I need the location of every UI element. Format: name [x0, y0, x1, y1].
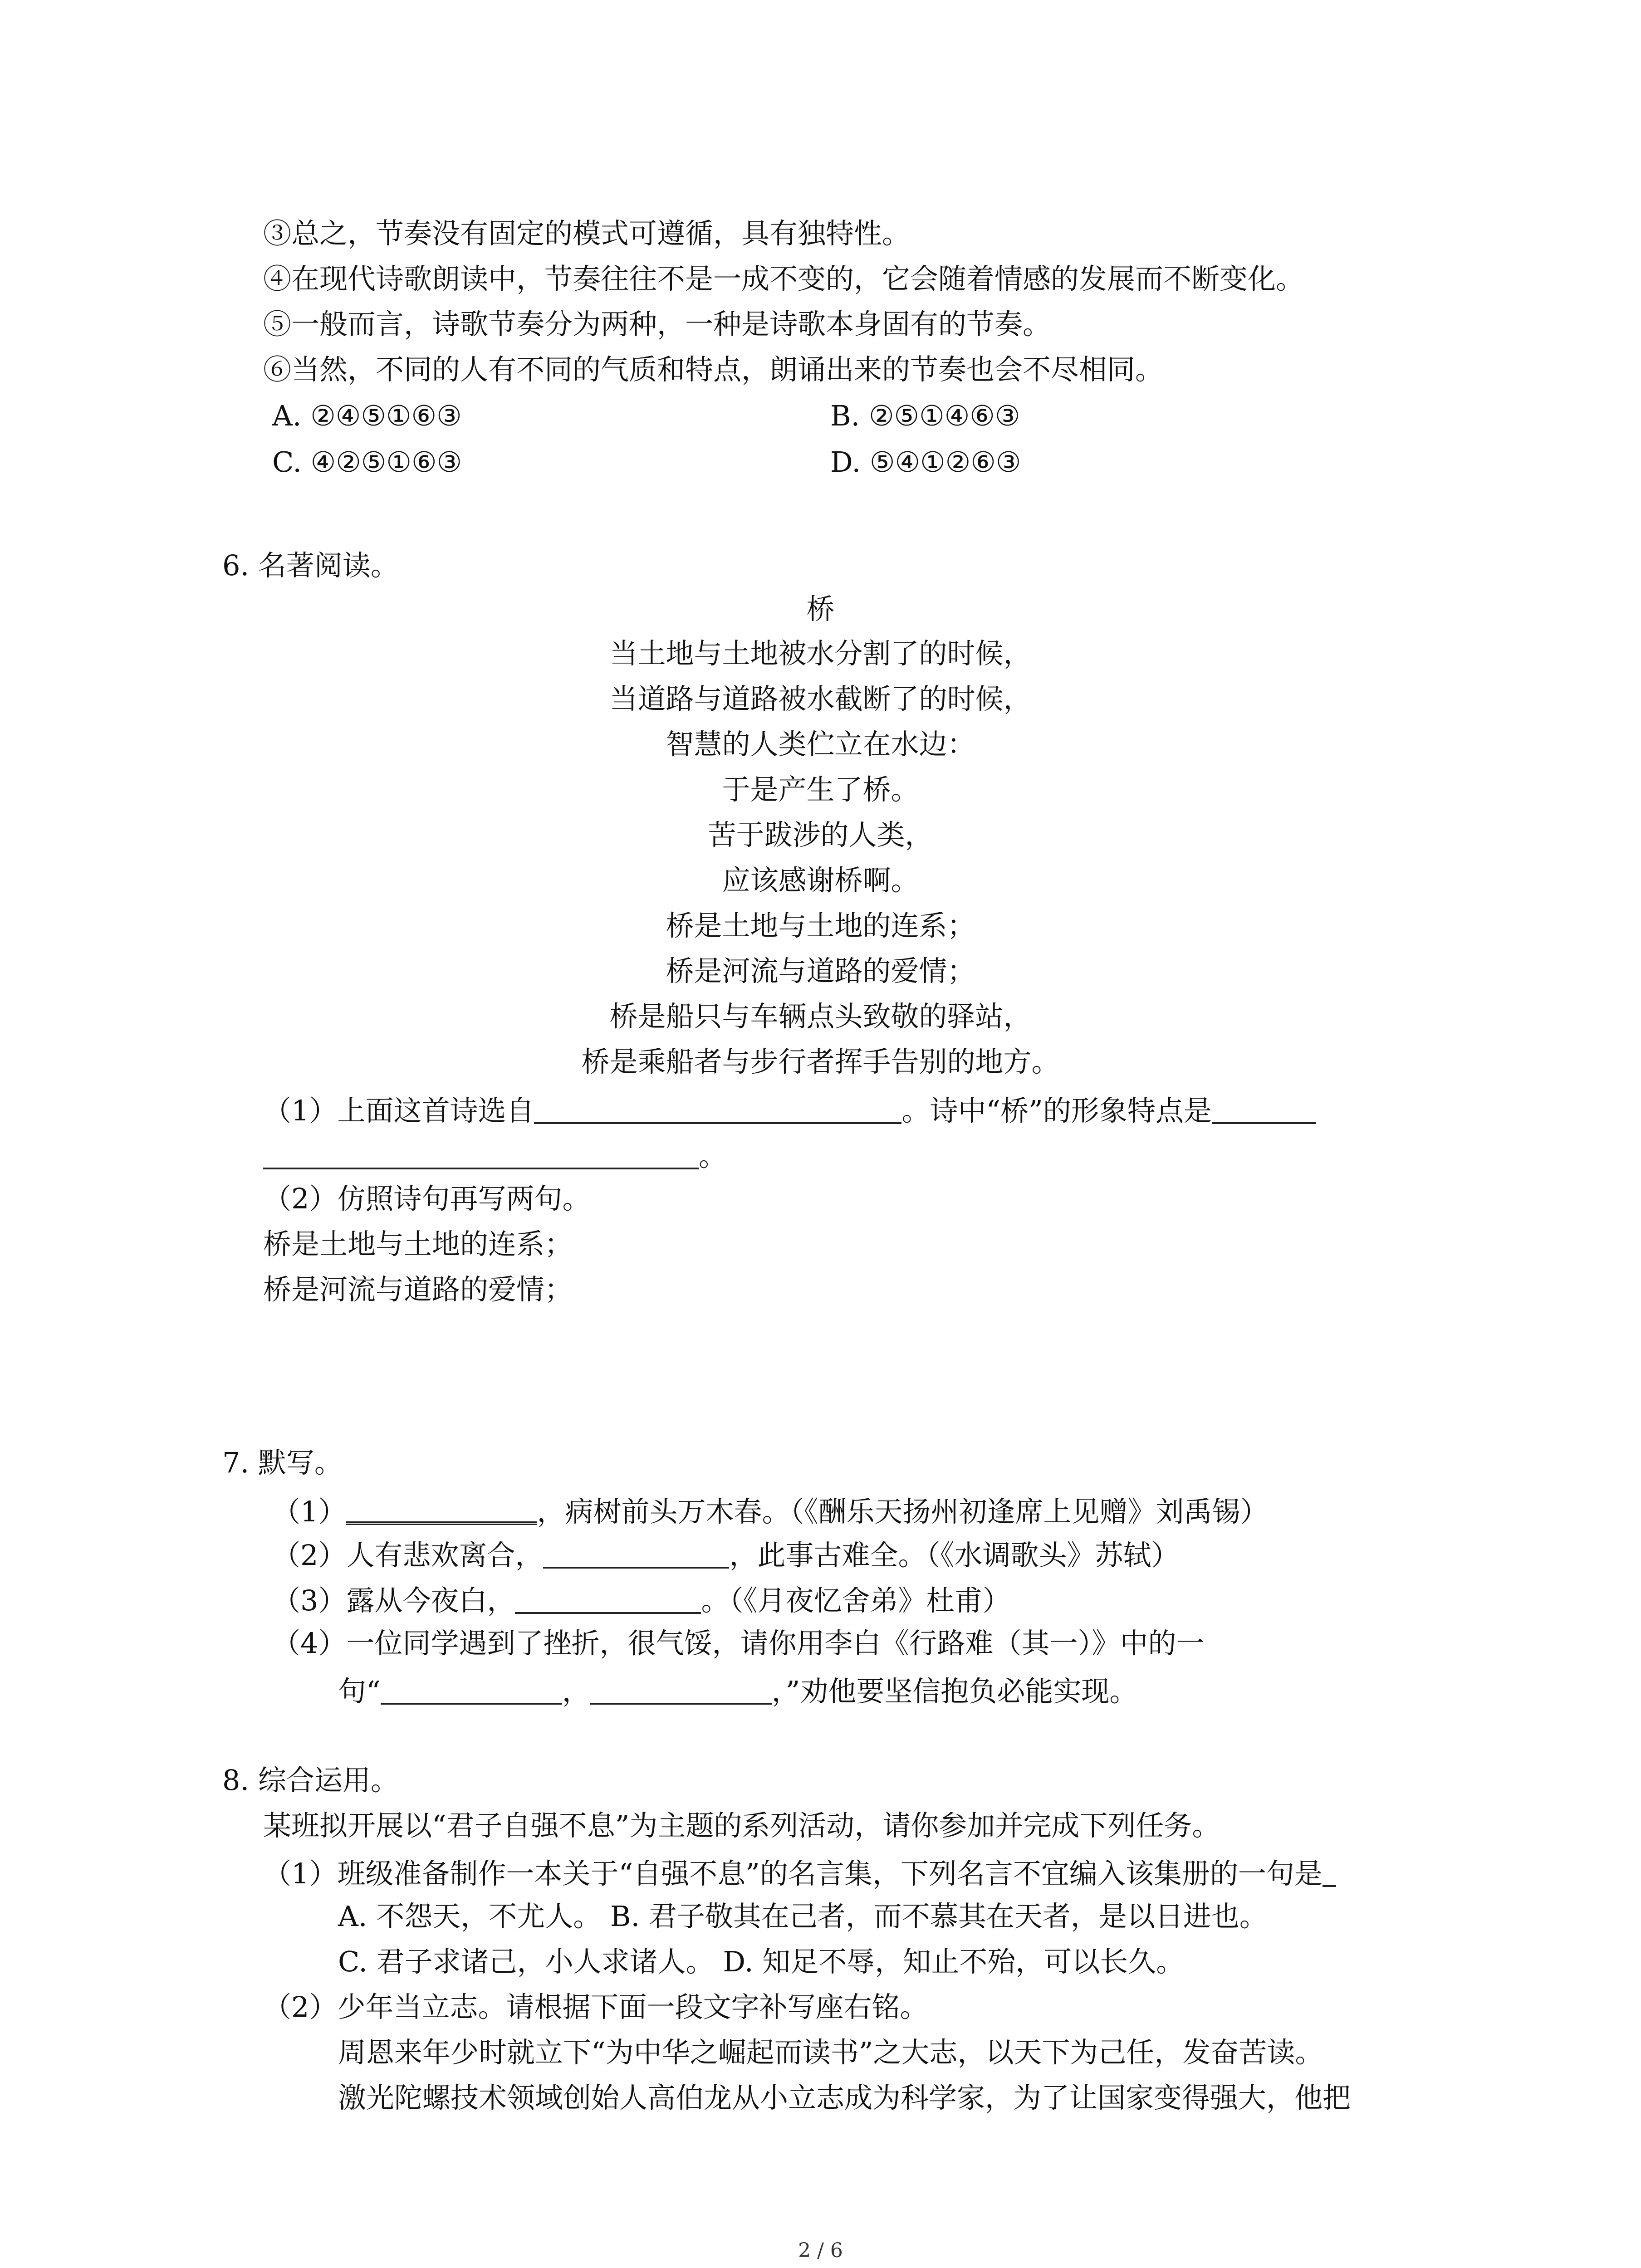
item-text: （2）人有悲欢离合，: [272, 1539, 544, 1572]
item-text: ，: [562, 1675, 590, 1708]
q8-part2-text-1: 周恩来年少时就立下“为中华之崛起而读书”之大志，以天下为己任，发奋苦读。: [338, 2036, 1323, 2069]
q8-part2-text-2: 激光陀螺技术领域创始人高伯龙从小立志成为科学家，为了让国家变得强大，他把: [338, 2081, 1351, 2114]
q5-sentence-5: ⑤一般而言，诗歌节奏分为两种，一种是诗歌本身固有的节奏。: [263, 308, 1051, 341]
answer-blank-image-trait[interactable]: [1212, 1094, 1316, 1124]
poem-line: 于是产生了桥。: [722, 773, 919, 806]
q5-option-b: B. ②⑤①④⑥③: [830, 399, 1020, 432]
poem-line: 桥是土地与土地的连系；: [666, 909, 975, 942]
q6-part1-prompt: （1）上面这首诗选自: [263, 1094, 534, 1127]
q5-option-a: A. ②④⑤①⑥③: [272, 399, 462, 432]
item-text: ，病树前头万木春。（《酬乐天扬州初逢席上见赠》刘禹锡）: [537, 1495, 1269, 1528]
q6-heading: 6. 名著阅读。: [222, 549, 399, 582]
q6-part2-line-1: 桥是土地与土地的连系；: [263, 1227, 573, 1261]
q5-sentence-4: ④在现代诗歌朗读中，节奏往往不是一成不变的，它会随着情感的发展而不断变化。: [263, 262, 1304, 295]
answer-blank-q7-4b[interactable]: [590, 1675, 772, 1705]
q7-item-2: [272, 1539, 1180, 1572]
item-number: （1）: [272, 1495, 347, 1528]
answer-blank-q7-1[interactable]: [346, 1493, 537, 1525]
item-text: ，”劝他要坚信抱负必能实现。: [771, 1675, 1138, 1708]
poem-line: 智慧的人类伫立在水边：: [666, 728, 975, 761]
q6-part2-line-2: 桥是河流与道路的爱情；: [263, 1273, 573, 1306]
q6-part2-prompt: （2）仿照诗句再写两句。: [263, 1182, 591, 1215]
poem-line: 桥是船只与车辆点头致敬的驿站，: [609, 1000, 1032, 1033]
poem-line: 苦于跋涉的人类，: [708, 818, 933, 851]
item-text: ，此事古难全。（《水调歌头》苏轼）: [729, 1539, 1180, 1572]
answer-blank-q7-4a[interactable]: [381, 1675, 562, 1705]
q6-part1-line: [263, 1094, 1316, 1125]
q8-intro: 某班拟开展以“君子自强不息”为主题的系列活动，请你参加并完成下列任务。: [263, 1809, 1220, 1842]
q7-item-1: [272, 1493, 1268, 1526]
q8-options-ab: A. 不怨天，不尤人。 B. 君子敬其在己者，而不慕其在天者，是以日进也。: [338, 1900, 1268, 1933]
poem-line: 桥是乘船者与步行者挥手告别的地方。: [581, 1045, 1060, 1078]
q5-option-d: D. ⑤④①②⑥③: [830, 445, 1021, 479]
answer-blank-q8-1[interactable]: [1323, 1857, 1336, 1887]
q7-item-3: [272, 1584, 1010, 1615]
q7-heading: 7. 默写。: [222, 1446, 343, 1479]
item-text: 句“: [338, 1675, 381, 1708]
q6-part1-prompt-2: 。诗中“桥”的形象特点是: [901, 1094, 1212, 1127]
poem-line: 桥是河流与道路的爱情；: [666, 954, 975, 987]
item-text: 。（《月夜忆舍弟》杜甫）: [701, 1584, 1011, 1617]
answer-blank-q7-3[interactable]: [515, 1584, 701, 1614]
q8-options-cd: C. 君子求诸己，小人求诸人。 D. 知足不辱，知止不殆，可以长久。: [338, 1945, 1185, 1978]
q8-heading: 8. 综合运用。: [222, 1764, 399, 1797]
q8-part1-prompt: （1）班级准备制作一本关于“自强不息”的名言集，下列名言不宜编入该集册的一句是: [263, 1857, 1323, 1890]
q7-item-4-line-2: [338, 1675, 1137, 1706]
q7-item-4: （4）一位同学遇到了挫折，很气馁，请你用李白《行路难（其一）》中的一: [272, 1627, 1205, 1660]
page-number: 2 / 6: [798, 2239, 843, 2262]
item-text: （3）露从今夜白，: [272, 1584, 515, 1617]
answer-blank-image-trait-cont[interactable]: [263, 1139, 699, 1169]
answer-blank-q7-2[interactable]: [543, 1539, 729, 1569]
q8-part1-line: [263, 1857, 1336, 1888]
poem-line: 应该感谢桥啊。: [722, 864, 919, 897]
q6-part1-end: 。: [699, 1139, 727, 1173]
answer-blank-source[interactable]: [534, 1094, 901, 1124]
q5-sentence-6: ⑥当然，不同的人有不同的气质和特点，朗诵出来的节奏也会不尽相同。: [263, 353, 1164, 386]
q8-part2-prompt: （2）少年当立志。请根据下面一段文字补写座右铭。: [263, 1990, 928, 2024]
poem-line: 当土地与土地被水分割了的时候，: [609, 637, 1032, 670]
poem-line: 当道路与道路被水截断了的时候，: [609, 682, 1032, 715]
q5-sentence-3: ③总之，节奏没有固定的模式可遵循，具有独特性。: [263, 217, 911, 250]
q5-option-c: C. ④②⑤①⑥③: [272, 445, 462, 479]
q6-part1-line-2: [263, 1139, 727, 1173]
poem-title: 桥: [806, 592, 835, 626]
